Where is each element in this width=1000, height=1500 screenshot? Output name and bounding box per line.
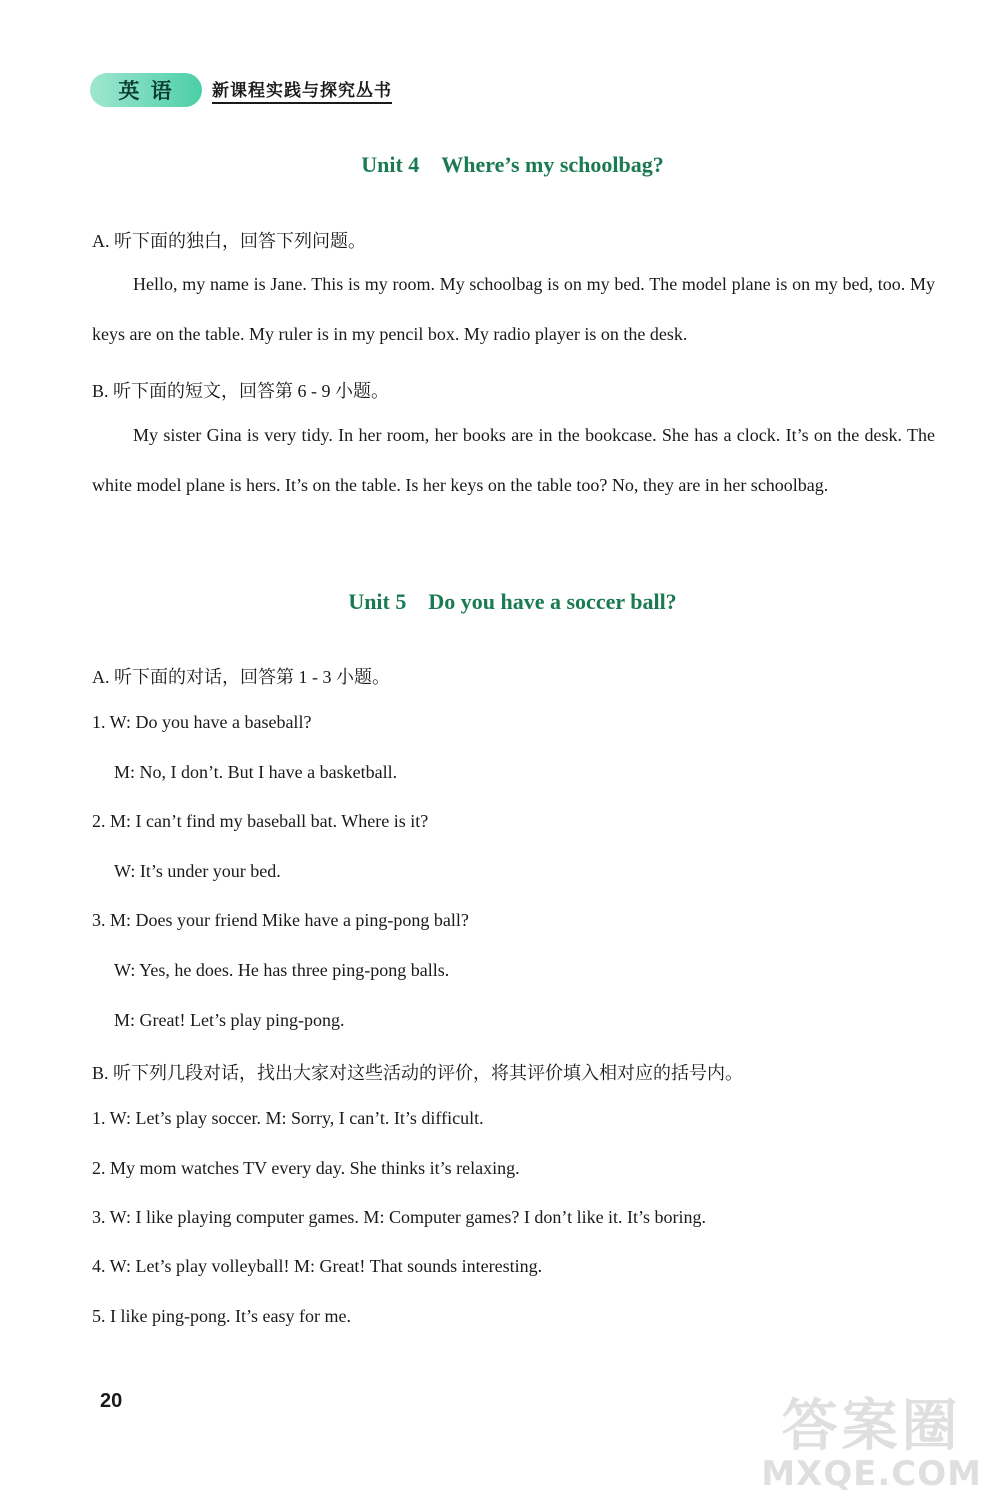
partB-item: 1. W: Let’s play soccer. M: Sorry, I can’t. It’s difficult. xyxy=(92,1108,484,1128)
partB-item: 3. W: I like playing computer games. M: Computer games? I don’t like it. It’s boring. xyxy=(92,1207,707,1227)
unit4-number: Unit 4 xyxy=(361,152,420,177)
page-header xyxy=(90,72,392,108)
unit5-number: Unit 5 xyxy=(348,589,407,614)
partB-item: 5. I like ping-pong. It’s easy for me. xyxy=(92,1306,351,1326)
watermark-url: MXQE.COM xyxy=(761,1454,982,1494)
dialog-line: W: It’s under your bed. xyxy=(114,861,281,881)
dialog-line: 1. W: Do you have a baseball? xyxy=(92,712,312,732)
watermark xyxy=(761,1382,982,1494)
dialog-line: 2. M: I can’t find my baseball bat. Where is it? xyxy=(92,811,429,831)
unit4-title xyxy=(0,152,1000,178)
dialog-line: M: Great! Let’s play ping-pong. xyxy=(114,1010,345,1030)
unit4-partA-text: Hello, my name is Jane. This is my room. My schoolbag is on my bed. The model plane is on my bed, too. My keys are on the table. My ruler is in my pencil box. My radio player is on the desk. xyxy=(92,274,935,344)
dialog-line: W: Yes, he does. He has three ping-pong balls. xyxy=(114,960,450,980)
unit4-partB-text: My sister Gina is very tidy. In her room, her books are in the bookcase. She has a clock. It’s on the desk. The white model plane is hers. It’s on the table. Is her keys on the table too? No, they are in her schoolbag. xyxy=(92,425,935,495)
unit4-title-text: Where’s my schoolbag? xyxy=(441,152,664,177)
partB-item: 2. My mom watches TV every day. She thinks it’s relaxing. xyxy=(92,1158,520,1178)
dialog-line: M: No, I don’t. But I have a basketball. xyxy=(114,762,398,782)
unit4-partB-heading: B. 听下面的短文，回答第 6 - 9 小题。 xyxy=(92,381,389,401)
unit5-title xyxy=(0,589,1000,615)
subject-badge: 英 语 xyxy=(90,73,202,107)
unit5-title-text: Do you have a soccer ball? xyxy=(428,589,677,614)
unit4-partA-heading: A. 听下面的独白，回答下列问题。 xyxy=(92,231,366,251)
series-title: 新课程实践与探究丛书 xyxy=(212,76,392,104)
dialog-line: 3. M: Does your friend Mike have a ping-pong ball? xyxy=(92,910,469,930)
unit5-partA-heading: A. 听下面的对话，回答第 1 - 3 小题。 xyxy=(92,667,390,687)
page-number: 20 xyxy=(100,1390,123,1412)
watermark-chars: 答案圈 xyxy=(781,1394,962,1459)
unit5-partB-heading: B. 听下列几段对话，找出大家对这些活动的评价，将其评价填入相对应的括号内。 xyxy=(92,1063,744,1083)
partB-item: 4. W: Let’s play volleyball! M: Great! That sounds interesting. xyxy=(92,1256,543,1276)
